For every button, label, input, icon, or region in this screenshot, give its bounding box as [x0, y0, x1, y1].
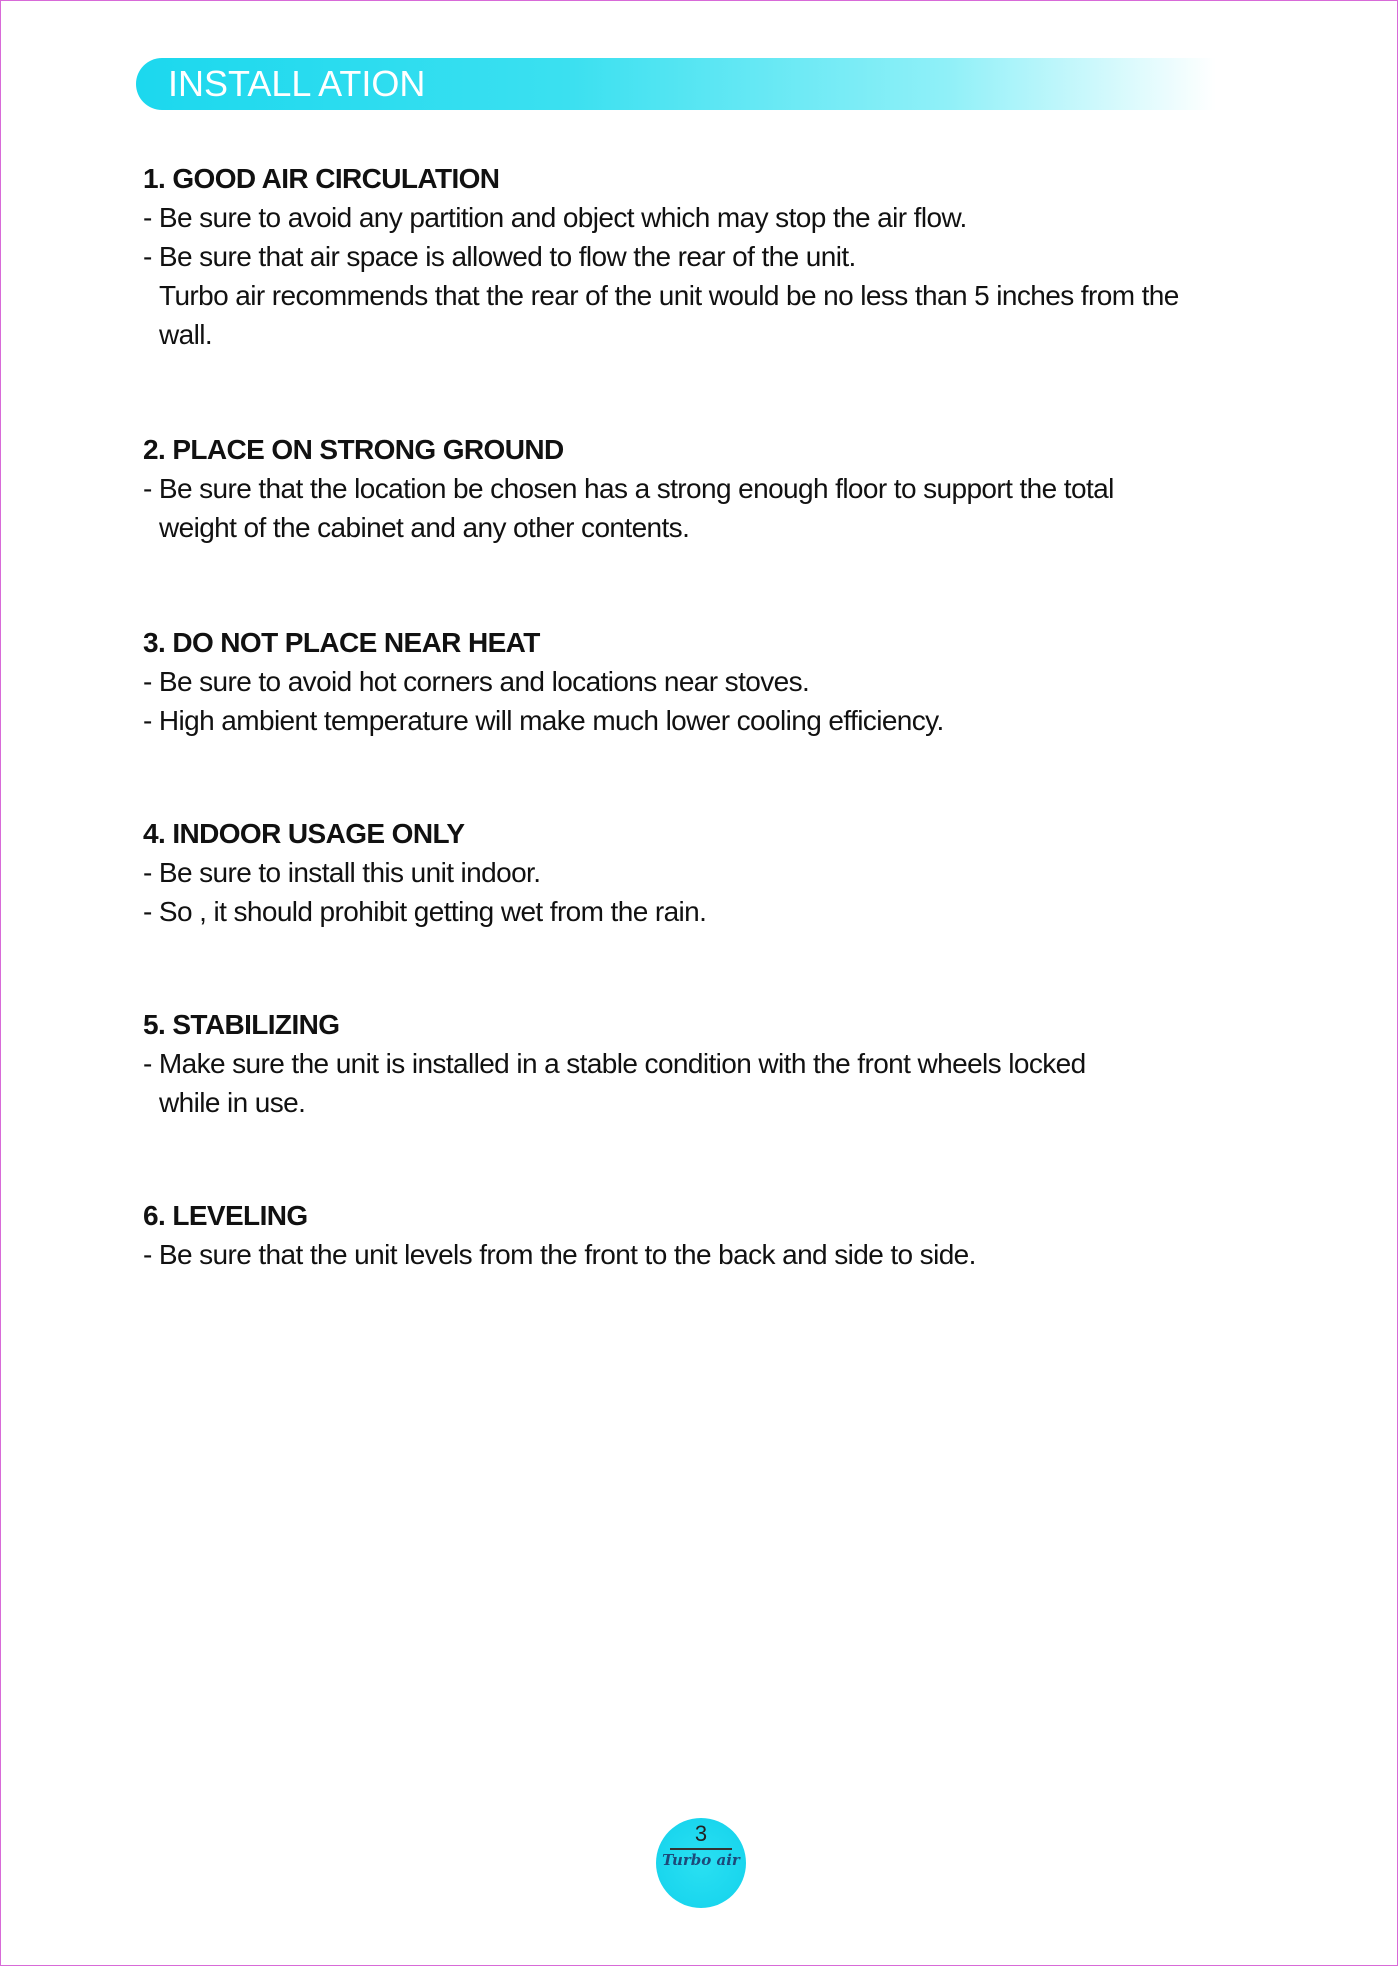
section-do-not-place-near-heat — [143, 624, 1283, 740]
section-line: wall. — [159, 319, 213, 350]
section-line: - High ambient temperature will make much lower cooling efficiency. — [143, 705, 944, 736]
section-stabilizing — [143, 1006, 1283, 1122]
section-line: - Be sure that the unit levels from the front to the back and side to side. — [143, 1239, 976, 1270]
section-good-air-circulation — [143, 160, 1283, 354]
section-line: - Make sure the unit is installed in a stable condition with the front wheels locked — [143, 1048, 1086, 1079]
section-line: - Be sure that the location be chosen has a strong enough floor to support the total — [143, 473, 1114, 504]
page-number: 3 — [694, 1821, 708, 1846]
section-place-on-strong-ground — [143, 431, 1283, 547]
section-indoor-usage-only — [143, 815, 1283, 931]
section-line: - Be sure to avoid hot corners and locations near stoves. — [143, 666, 810, 697]
section-leveling — [143, 1197, 1283, 1274]
section-line: - Be sure to avoid any partition and object which may stop the air flow. — [143, 202, 967, 233]
page-number-badge — [656, 1818, 746, 1908]
section-heading: 5. STABILIZING — [143, 1009, 340, 1040]
section-line: - Be sure that air space is allowed to flow the rear of the unit. — [143, 241, 856, 272]
section-line: while in use. — [159, 1087, 306, 1118]
section-line: - Be sure to install this unit indoor. — [143, 857, 541, 888]
section-heading: 1. GOOD AIR CIRCULATION — [143, 163, 500, 194]
section-heading: 2. PLACE ON STRONG GROUND — [143, 434, 564, 465]
section-title-banner — [136, 58, 1216, 110]
section-heading: 6. LEVELING — [143, 1200, 308, 1231]
section-line: - So , it should prohibit getting wet from the rain. — [143, 896, 707, 927]
section-line: weight of the cabinet and any other contents. — [159, 512, 690, 543]
section-heading: 3. DO NOT PLACE NEAR HEAT — [143, 627, 540, 658]
page-title: INSTALL ATION — [168, 63, 426, 104]
section-heading: 4. INDOOR USAGE ONLY — [143, 818, 465, 849]
turbo-air-logo: Turbo air — [662, 1851, 740, 1869]
section-line: Turbo air recommends that the rear of the unit would be no less than 5 inches from the — [159, 280, 1179, 311]
